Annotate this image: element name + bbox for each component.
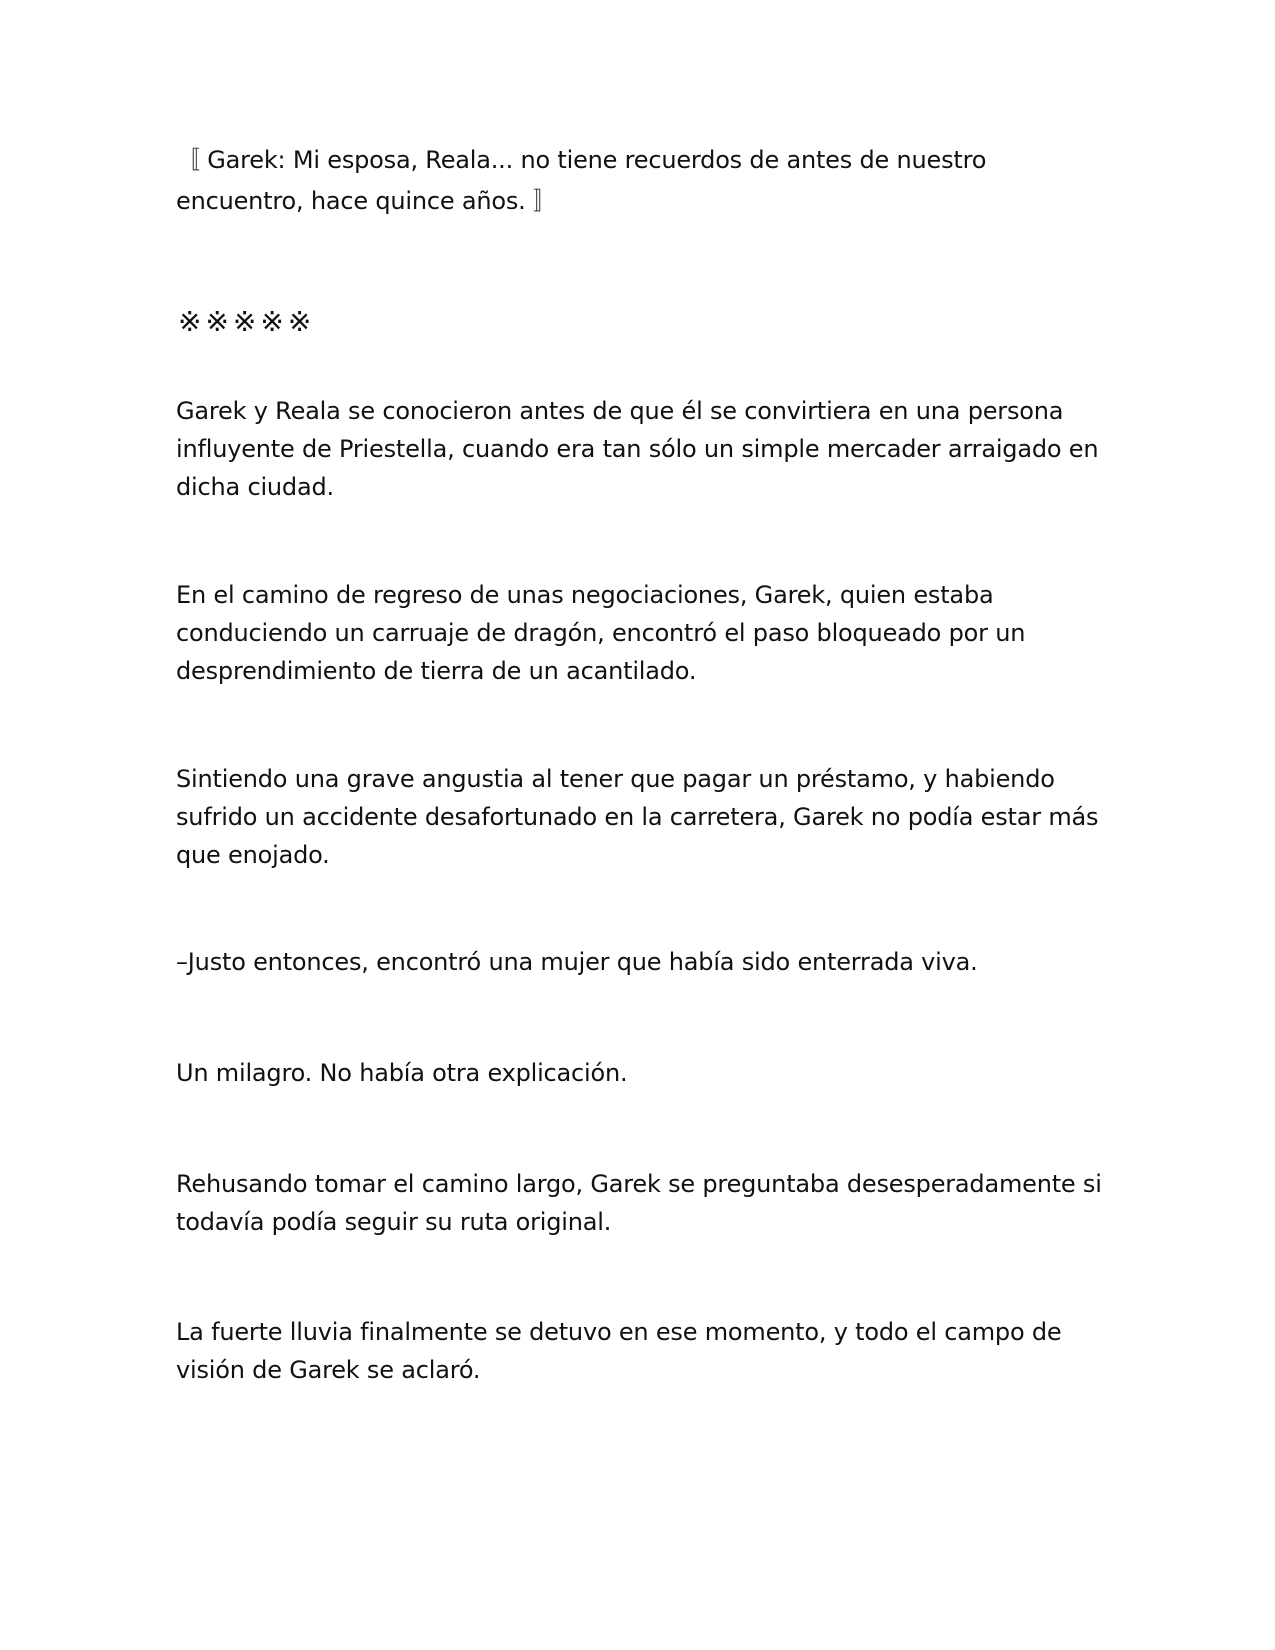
narrative-paragraph: [176, 1054, 1116, 1092]
narrative-paragraph: [176, 1313, 1116, 1389]
paragraph-line: influyente de Priestella, cuando era tan sólo un simple mercader arraigado en: [176, 435, 1099, 463]
paragraph-line: visión de Garek se aclaró.: [176, 1356, 481, 1384]
paragraph-line: Garek y Reala se conocieron antes de que él se convirtiera en una persona: [176, 397, 1064, 425]
paragraph-line: sufrido un accidente desafortunado en la carretera, Garek no podía estar más: [176, 803, 1099, 831]
paragraph-line: que enojado.: [176, 841, 330, 869]
paragraph-line: dicha ciudad.: [176, 473, 334, 501]
paragraph-line: En el camino de regreso de unas negociaciones, Garek, quien estaba: [176, 581, 994, 609]
paragraph-line: Un milagro. No había otra explicación.: [176, 1059, 628, 1087]
narrative-paragraph: [176, 392, 1116, 506]
dialogue-paragraph: [176, 140, 1116, 222]
narrative-paragraph: [176, 1165, 1116, 1241]
scene-separator: ※※※※※: [178, 305, 316, 338]
narrative-paragraph: [176, 576, 1116, 690]
paragraph-line: desprendimiento de tierra de un acantilado.: [176, 657, 697, 685]
paragraph-line: encuentro, hace quince años. 〛: [176, 187, 557, 215]
paragraph-line: La fuerte lluvia finalmente se detuvo en ese momento, y todo el campo de: [176, 1318, 1062, 1346]
narrative-paragraph: [176, 943, 1116, 981]
paragraph-line: conduciendo un carruaje de dragón, encontró el paso bloqueado por un: [176, 619, 1026, 647]
narrative-paragraph: [176, 760, 1116, 874]
paragraph-line: todavía podía seguir su ruta original.: [176, 1208, 612, 1236]
paragraph-line: Rehusando tomar el camino largo, Garek se preguntaba desesperadamente si: [176, 1170, 1102, 1198]
paragraph-line: Sintiendo una grave angustia al tener que pagar un préstamo, y habiendo: [176, 765, 1055, 793]
paragraph-line: 〚 Garek: Mi esposa, Reala... no tiene recuerdos de antes de nuestro: [176, 146, 987, 174]
paragraph-line: –Justo entonces, encontró una mujer que había sido enterrada viva.: [176, 948, 978, 976]
